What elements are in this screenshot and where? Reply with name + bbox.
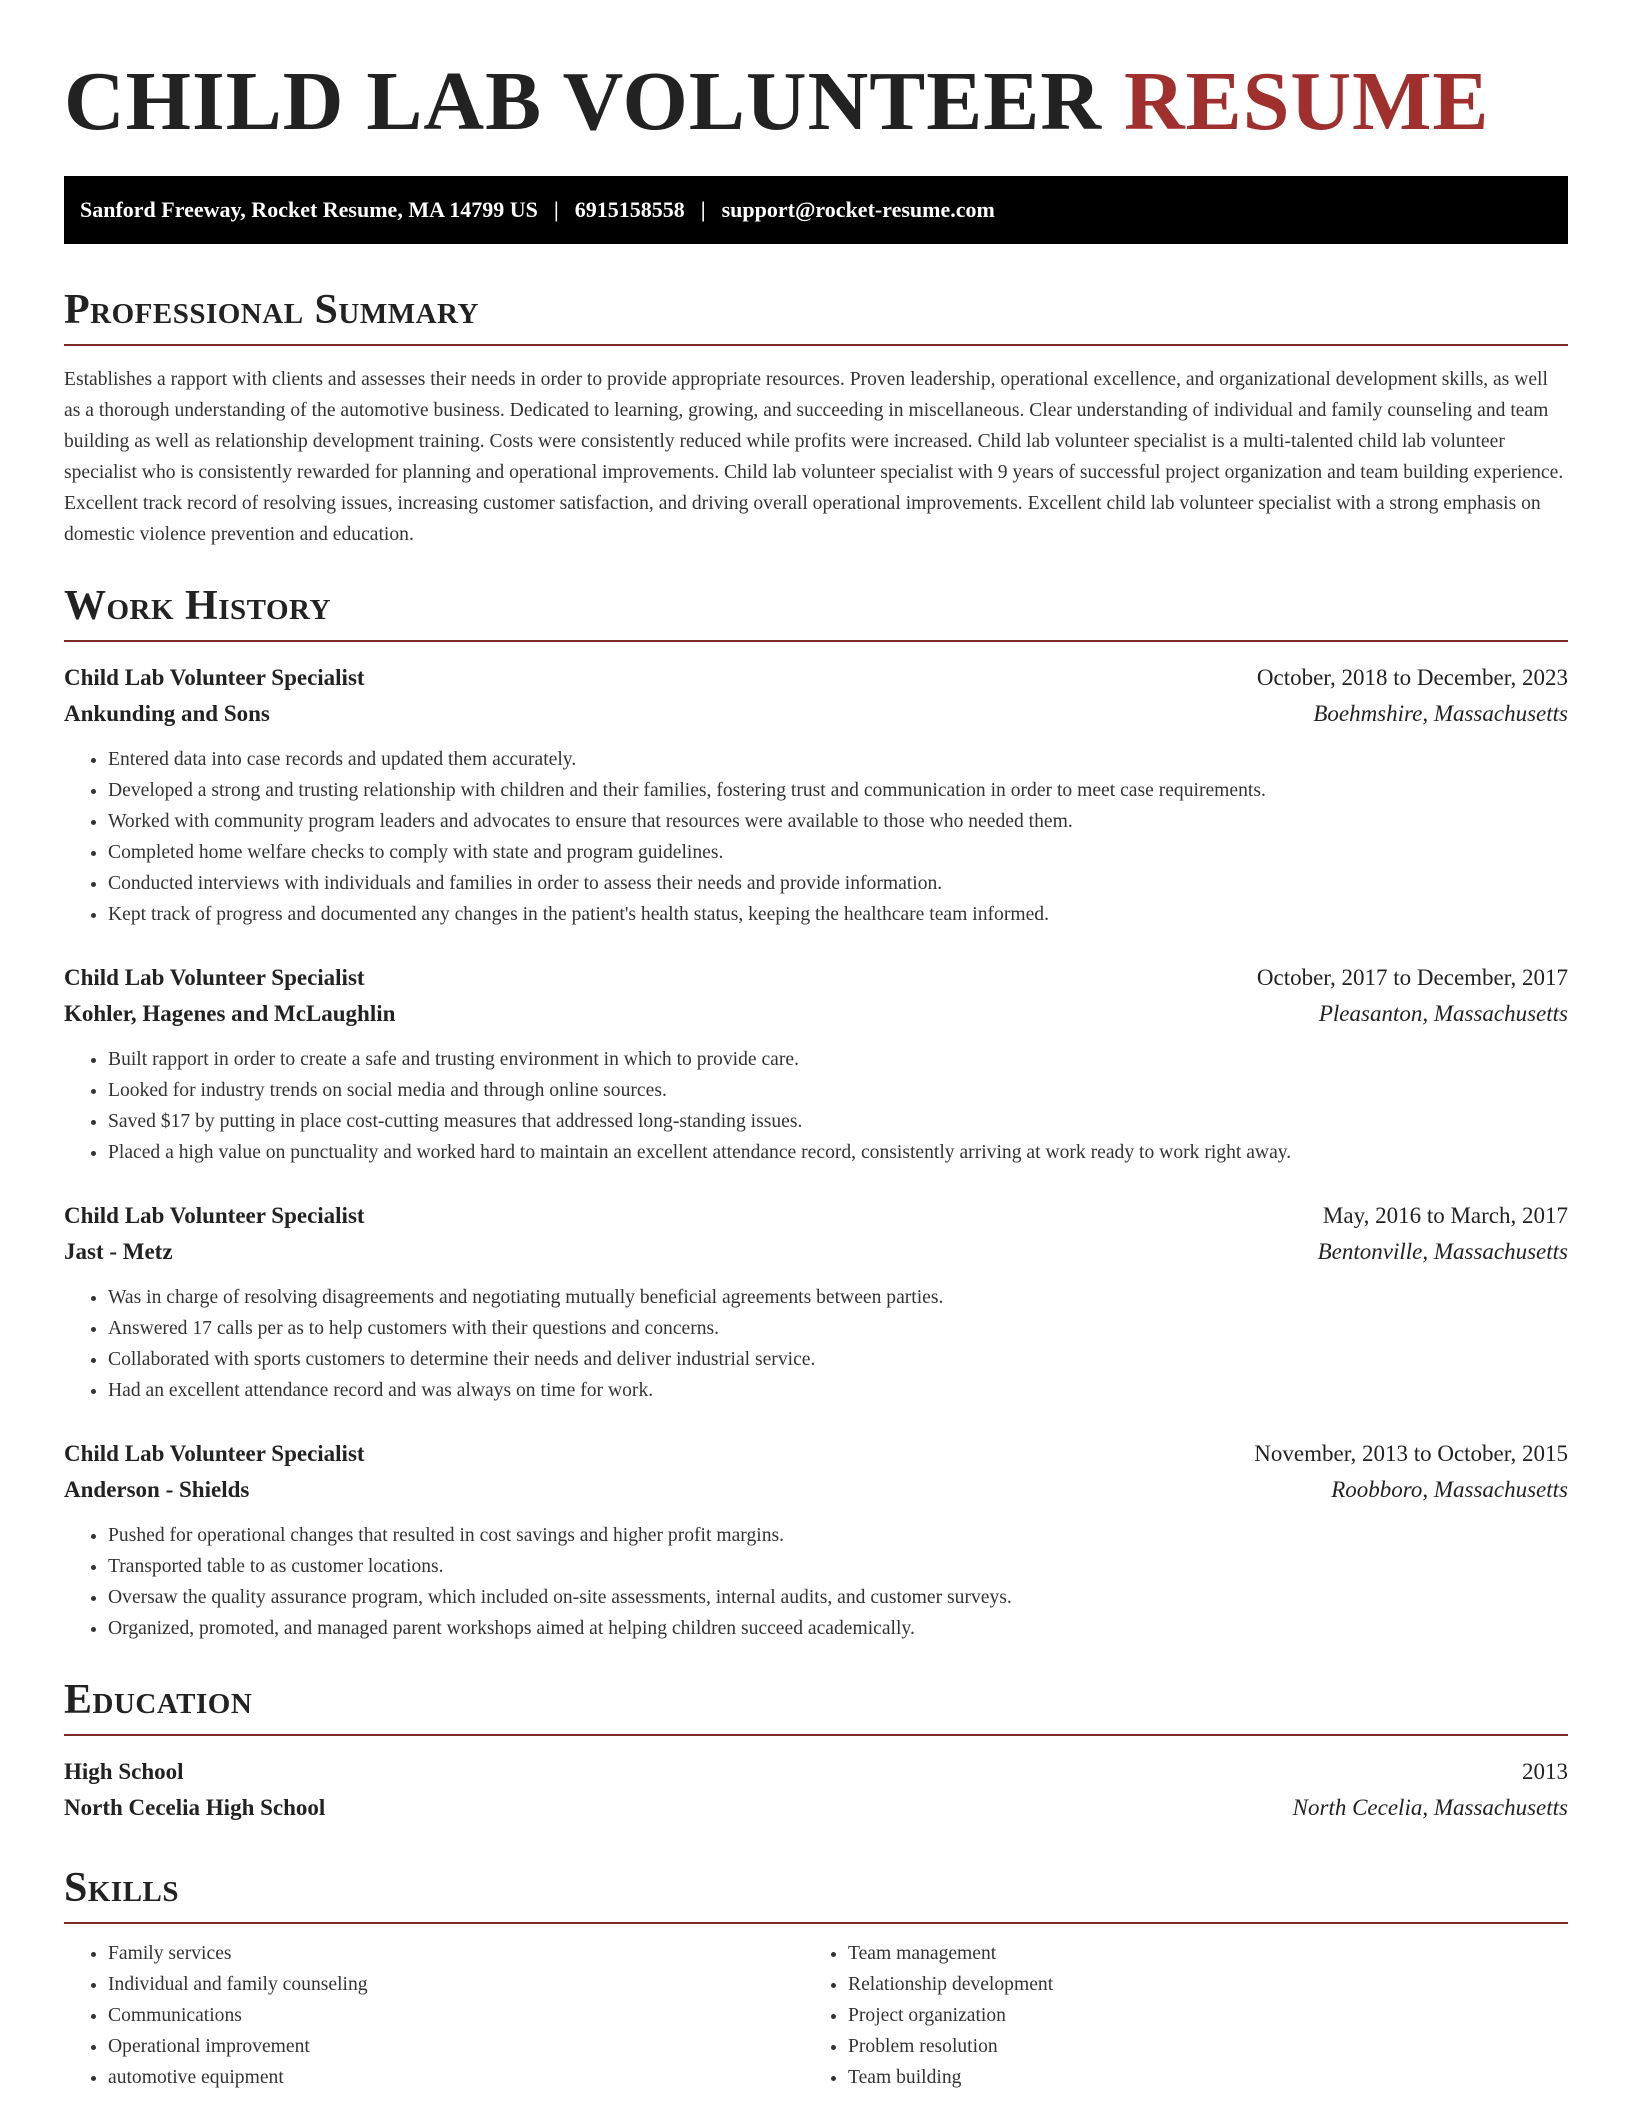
education-school-row: [64, 1790, 1568, 1826]
contact-email[interactable]: support@rocket-resume.com: [721, 197, 995, 222]
education-location: North Cecelia, Massachusetts: [1292, 1795, 1568, 1820]
education-year: 2013: [1522, 1759, 1568, 1784]
job-entry: [64, 1436, 1568, 1644]
job-company-row: [64, 996, 1568, 1032]
skill-item: • Communications: [108, 2000, 804, 2031]
job-bullet: • Saved $17 by putting in place cost-cutting measures that addressed long-standing issues.: [108, 1106, 1568, 1137]
section-heading: Skills: [64, 1862, 1568, 1924]
job-header-row: [64, 1198, 1568, 1234]
section-heading: Work History: [64, 580, 1568, 642]
skill-item: • Team management: [848, 1938, 1588, 1969]
education-degree-row: [64, 1754, 1568, 1790]
job-bullet: • Transported table to as customer locations.: [108, 1551, 1568, 1582]
job-company: Jast - Metz: [64, 1239, 173, 1264]
job-bullet: • Built rapport in order to create a safe and trusting environment in which to provide care.: [108, 1044, 1568, 1075]
job-header-row: [64, 960, 1568, 996]
resume-page: [64, 0, 1568, 2093]
job-bullet: • Organized, promoted, and managed parent workshops aimed at helping children succeed academically.: [108, 1613, 1568, 1644]
skill-item: • Project organization: [848, 2000, 1588, 2031]
skill-item: • Team building: [848, 2062, 1588, 2093]
job-location: Roobboro, Massachusetts: [1331, 1477, 1568, 1502]
job-bullet: • Developed a strong and trusting relationship with children and their families, fostering trust and communication in order to meet case requirements.: [108, 775, 1568, 806]
education-entry: [64, 1754, 1568, 1826]
job-bullets: [64, 1282, 1568, 1406]
job-title: Child Lab Volunteer Specialist: [64, 1441, 365, 1466]
job-location: Boehmshire, Massachusetts: [1313, 701, 1568, 726]
section-heading: Education: [64, 1674, 1568, 1736]
skill-item: • Problem resolution: [848, 2031, 1588, 2062]
job-company: Anderson - Shields: [64, 1477, 250, 1502]
job-bullet: • Pushed for operational changes that resulted in cost savings and higher profit margins.: [108, 1520, 1568, 1551]
job-company: Kohler, Hagenes and McLaughlin: [64, 1001, 396, 1026]
professional-summary-section: [64, 284, 1568, 550]
skills-grid: [64, 1938, 1568, 2093]
resume-title: [64, 0, 1568, 152]
job-header-row: [64, 660, 1568, 696]
contact-separator: |: [700, 197, 706, 222]
skill-item: • Operational improvement: [108, 2031, 804, 2062]
skill-item: • Family services: [108, 1938, 804, 1969]
job-bullet: • Collaborated with sports customers to determine their needs and deliver industrial service.: [108, 1344, 1568, 1375]
job-entry: [64, 660, 1568, 930]
education-degree: High School: [64, 1759, 184, 1784]
job-company: Ankunding and Sons: [64, 701, 270, 726]
job-bullets: [64, 1044, 1568, 1168]
job-bullet: • Conducted interviews with individuals and families in order to assess their needs and provide information.: [108, 868, 1568, 899]
job-dates: October, 2018 to December, 2023: [1256, 665, 1568, 690]
job-header-row: [64, 1436, 1568, 1472]
skill-item: • Relationship development: [848, 1969, 1588, 2000]
job-bullet: • Completed home welfare checks to comply with state and program guidelines.: [108, 837, 1568, 868]
job-bullet: • Entered data into case records and updated them accurately.: [108, 744, 1568, 775]
job-bullets: [64, 744, 1568, 930]
contact-bar: [64, 176, 1568, 244]
job-bullet: • Kept track of progress and documented any changes in the patient's health status, keeping the healthcare team informed.: [108, 899, 1568, 930]
job-entry: [64, 1198, 1568, 1406]
education-section: [64, 1674, 1568, 1826]
job-bullet: • Placed a high value on punctuality and worked hard to maintain an excellent attendance record, consistently arriving at work ready to work right away.: [108, 1137, 1568, 1168]
education-school: North Cecelia High School: [64, 1795, 326, 1820]
skill-item: • automotive equipment: [108, 2062, 804, 2093]
skills-section: [64, 1862, 1568, 2093]
job-bullet: • Was in charge of resolving disagreements and negotiating mutually beneficial agreements between parties.: [108, 1282, 1568, 1313]
job-bullet: • Looked for industry trends on social media and through online sources.: [108, 1075, 1568, 1106]
job-company-row: [64, 696, 1568, 732]
title-main: CHILD LAB VOLUNTEER: [64, 55, 1102, 148]
job-bullets: [64, 1520, 1568, 1644]
skills-column-right: [804, 1938, 1588, 2093]
contact-address: Sanford Freeway, Rocket Resume, MA 14799 US: [80, 197, 538, 222]
job-location: Pleasanton, Massachusetts: [1318, 1001, 1568, 1026]
job-entry: [64, 960, 1568, 1168]
section-heading: Professional Summary: [64, 284, 1568, 346]
job-company-row: [64, 1472, 1568, 1508]
skills-column-left: [64, 1938, 804, 2093]
contact-phone: 6915158558: [574, 197, 685, 222]
job-company-row: [64, 1234, 1568, 1270]
title-accent: RESUME: [1124, 55, 1490, 148]
job-bullet: • Oversaw the quality assurance program, which included on-site assessments, internal audits, and customer surveys.: [108, 1582, 1568, 1613]
job-dates: October, 2017 to December, 2017: [1256, 965, 1568, 990]
work-history-section: [64, 580, 1568, 1644]
skill-item: • Individual and family counseling: [108, 1969, 804, 2000]
job-location: Bentonville, Massachusetts: [1317, 1239, 1568, 1264]
job-title: Child Lab Volunteer Specialist: [64, 665, 365, 690]
contact-separator: |: [553, 197, 559, 222]
job-bullet: • Worked with community program leaders and advocates to ensure that resources were available to those who needed them.: [108, 806, 1568, 837]
job-bullet: • Answered 17 calls per as to help customers with their questions and concerns.: [108, 1313, 1568, 1344]
job-title: Child Lab Volunteer Specialist: [64, 1203, 365, 1228]
job-dates: November, 2013 to October, 2015: [1254, 1441, 1568, 1466]
job-dates: May, 2016 to March, 2017: [1322, 1203, 1568, 1228]
job-bullet: • Had an excellent attendance record and was always on time for work.: [108, 1375, 1568, 1406]
job-title: Child Lab Volunteer Specialist: [64, 965, 365, 990]
summary-text: Establishes a rapport with clients and assesses their needs in order to provide appropriate resources. Proven leadership, operational excellence, and organizational development skills, as well as a thorough understanding of the automotive business. Dedicated to learning, growing, and succeeding in miscellaneous. Clear understanding of individual and family counseling and team building as well as relationship development training. Costs were consistently reduced while profits were increased. Child lab volunteer specialist is a multi-talented child lab volunteer specialist who is consistently rewarded for planning and operational improvements. Child lab volunteer specialist with 9 years of successful project organization and team building experience. Excellent track record of resolving issues, increasing customer satisfaction, and driving overall operational improvements. Excellent child lab volunteer specialist with a strong emphasis on domestic violence prevention and education.: [64, 369, 1564, 545]
